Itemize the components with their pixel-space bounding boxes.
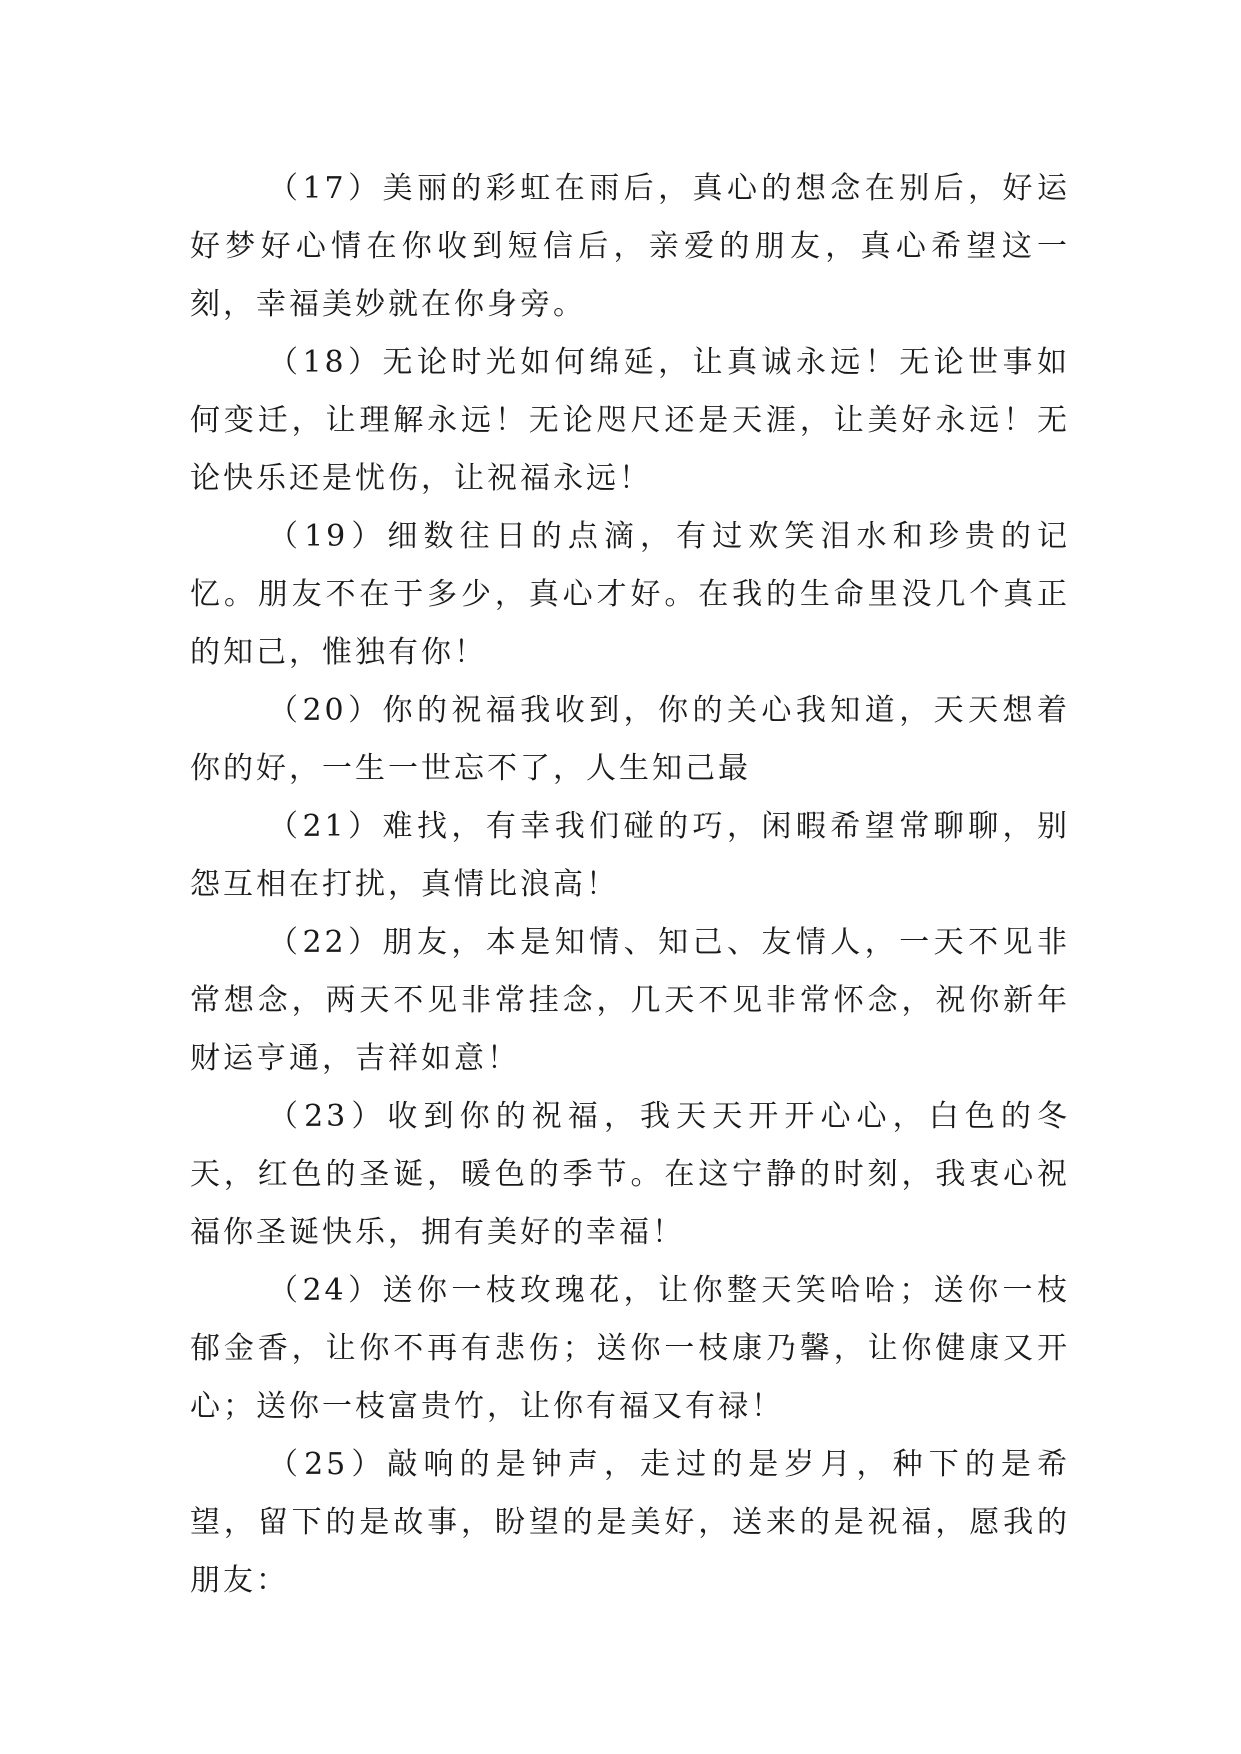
paragraph-24: （24）送你一枝玫瑰花，让你整天笑哈哈；送你一枝郁金香，让你不再有悲伤；送你一枝康乃馨，让你健康又开心；送你一枝富贵竹，让你有福又有禄！ — [190, 1273, 1070, 1424]
paragraph-19: （19）细数往日的点滴，有过欢笑泪水和珍贵的记忆。朋友不在于多少，真心才好。在我的生命里没几个真正的知己，惟独有你！ — [190, 519, 1070, 670]
document-body — [190, 160, 1070, 1610]
paragraph-23: （23）收到你的祝福，我天天开开心心，白色的冬天，红色的圣诞，暖色的季节。在这宁静的时刻，我衷心祝福你圣诞快乐，拥有美好的幸福！ — [190, 1099, 1070, 1250]
paragraph-18: （18）无论时光如何绵延，让真诚永远！无论世事如何变迁，让理解永远！无论咫尺还是天涯，让美好永远！无论快乐还是忧伤，让祝福永远！ — [190, 345, 1070, 496]
paragraph-22: （22）朋友，本是知情、知己、友情人，一天不见非常想念，两天不见非常挂念，几天不见非常怀念，祝你新年财运亨通，吉祥如意！ — [190, 925, 1070, 1076]
paragraph-21: （21）难找，有幸我们碰的巧，闲暇希望常聊聊，别怨互相在打扰，真情比浪高！ — [190, 809, 1070, 902]
paragraph-17: （17）美丽的彩虹在雨后，真心的想念在别后，好运好梦好心情在你收到短信后，亲爱的朋友，真心希望这一刻，幸福美妙就在你身旁。 — [190, 171, 1070, 322]
paragraph-20: （20）你的祝福我收到，你的关心我知道，天天想着你的好，一生一世忘不了，人生知己最 — [190, 693, 1070, 786]
paragraph-25: （25）敲响的是钟声，走过的是岁月，种下的是希望，留下的是故事，盼望的是美好，送来的是祝福，愿我的朋友： — [190, 1447, 1070, 1598]
